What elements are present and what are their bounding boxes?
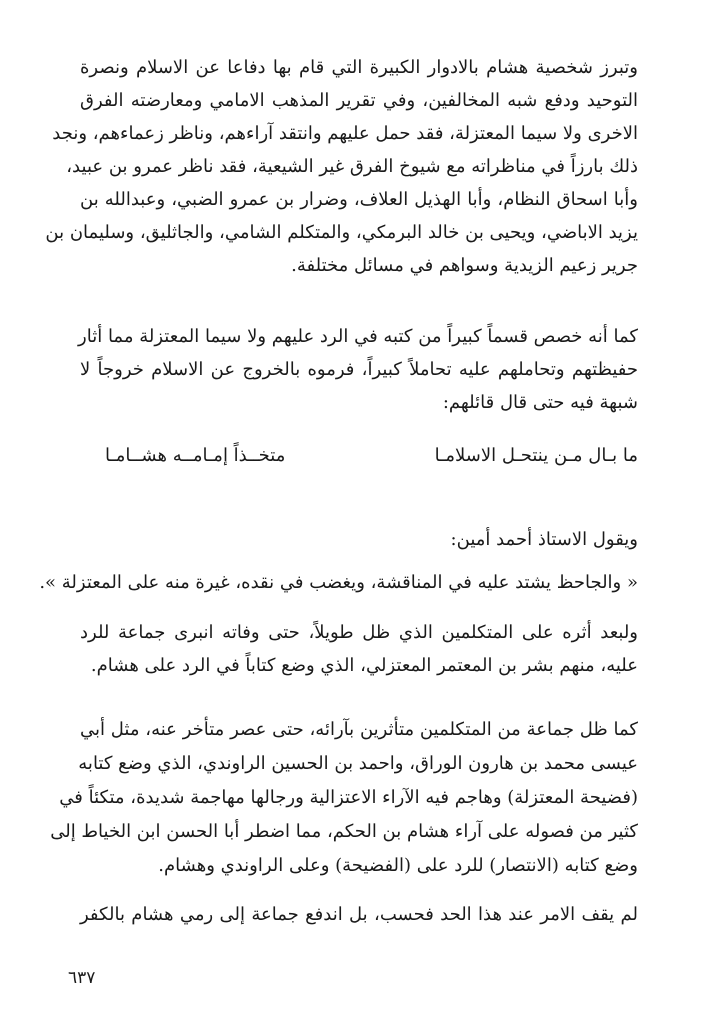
text-line: وضع كتابه (الانتصار) للرد على (الفضيحة) وعلى الراوندي وهشام. xyxy=(158,855,638,876)
text-line: كما ظل جماعة من المتكلمين متأثرين بآرائه، حتى عصر متأخر عنه، مثل أبي xyxy=(80,719,638,740)
text-line: الاخرى ولا سيما المعتزلة، فقد حمل عليهم وانتقد آراءهم، وناظر زعماءهم، ونجد xyxy=(52,123,638,144)
text-line: كثير من فصوله على آراء هشام بن الحكم، مما اضطر أبا الحسن ابن الخياط إلى xyxy=(50,821,638,842)
verse-second-hemistich: متخــذاً إمـامــه هشــامـا xyxy=(105,445,286,466)
text-line: جرير زعيم الزيدية وسواهم في مسائل مختلفة. xyxy=(291,255,638,276)
text-line: حفيظتهم وتحاملهم عليه تحاملاً كبيراً، فرموه بالخروج عن الاسلام خروجاً لا xyxy=(80,359,638,380)
text-line: وتبرز شخصية هشام بالادوار الكبيرة التي قام بها دفاعا عن الاسلام ونصرة xyxy=(80,57,638,78)
text-line: وأبا اسحاق النظام، وأبا الهذيل العلاف، وضرار بن عمرو الضبي، وعبدالله بن xyxy=(80,189,638,210)
page-number: ٦٣٧ xyxy=(68,968,96,988)
text-line: شبهة فيه حتى قال قائلهم: xyxy=(442,392,638,413)
text-line: لم يقف الامر عند هذا الحد فحسب، بل اندفع جماعة إلى رمي هشام بالكفر xyxy=(80,904,638,925)
text-line: كما أنه خصص قسماً كبيراً من كتبه في الرد عليهم ولا سيما المعتزلة مما أثار xyxy=(78,326,638,347)
text-line: التوحيد ودفع شبه المخالفين، وفي تقرير المذهب الامامي ومعارضته الفرق xyxy=(80,90,638,111)
text-line: ولبعد أثره على المتكلمين الذي ظل طويلاً، حتى وفاته انبرى جماعة للرد xyxy=(80,622,638,643)
text-line: عيسى محمد بن هارون الوراق، واحمد بن الحسين الراوندي، الذي وضع كتابه xyxy=(78,753,638,774)
text-line: ويقول الاستاذ أحمد أمين: xyxy=(450,529,638,550)
text-line: يزيد الاباضي، ويحيى بن خالد البرمكي، والمتكلم الشامي، والجاثليق، وسليمان بن xyxy=(45,222,638,243)
verse-first-hemistich: ما بـال مـن ينتحـل الاسلامـا xyxy=(434,445,638,466)
text-line: (فضيحة المعتزلة) وهاجم فيه الآراء الاعتزالية ورجالها مهاجمة شديدة، متكئاً في xyxy=(59,787,638,808)
text-line: عليه، منهم بشر بن المعتمر المعتزلي، الذي وضع كتاباً في الرد على هشام. xyxy=(90,655,638,676)
quotation-line: « والجاحظ يشتد عليه في المناقشة، ويغضب في نقده، غيرة منه على المعتزلة ». xyxy=(39,572,638,593)
text-line: ذلك بارزاً في مناظراته مع شيوخ الفرق غير الشيعية، فقد ناظر عمرو بن عبيد، xyxy=(66,156,638,177)
